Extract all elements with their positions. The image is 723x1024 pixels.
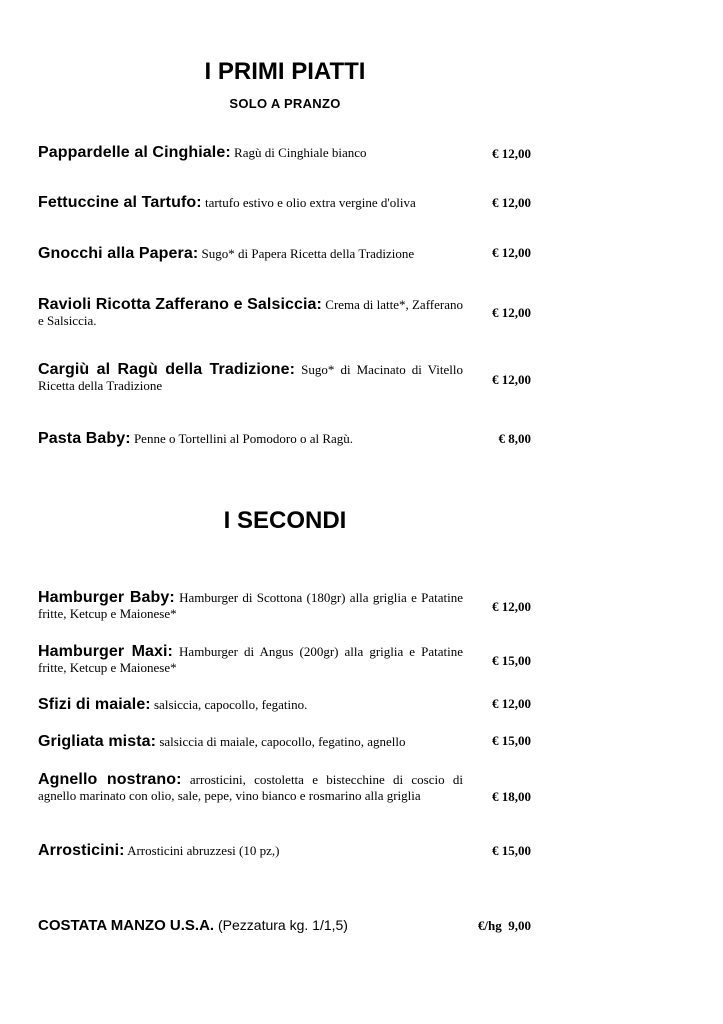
item-description: Sugo* di Macinato di Vitello Ricetta della Tradizione [38,362,464,393]
item-description: Penne o Tortellini al Pomodoro o al Ragù. [133,431,354,446]
item-description: salsiccia, capocollo, fegatino. [154,697,308,712]
item-name: Ravioli Ricotta Zafferano e Salsiccia: [38,296,322,313]
costata-item [38,917,348,934]
item-name: Gnocchi alla Papera: [38,245,199,262]
menu-item [38,843,463,859]
item-name: Cargiù al Ragù della Tradizione: [38,361,296,378]
item-name: Hamburger Baby: [38,589,175,606]
item-description: Hamburger di Angus (200gr) alla griglia e Patatine fritte, Ketcup e Maionese* [38,644,463,675]
item-name: Agnello nostrano: [38,771,182,788]
primi-title: I PRIMI PIATTI [204,58,366,85]
item-price: € 15,00 [492,653,531,668]
menu-item [38,145,463,161]
item-price: € 12,00 [492,599,531,614]
item-description: salsiccia di maiale, capocollo, fegatino, agnello [159,734,406,749]
menu-item [38,590,463,622]
item-name: Arrosticini: [38,842,125,859]
item-price: € 12,00 [492,372,531,387]
costata-name: COSTATA MANZO U.S.A. [38,917,215,934]
item-price: € 12,00 [492,146,531,161]
item-price: € 15,00 [492,843,531,858]
menu-item [38,362,463,394]
item-name: Hamburger Maxi: [38,643,173,660]
menu-item [38,644,463,676]
menu-item [38,246,463,262]
item-price: € 15,00 [492,733,531,748]
item-price: € 12,00 [492,245,531,260]
menu-item [38,297,463,329]
item-price: € 12,00 [492,195,531,210]
primi-subtitle: SOLO A PRANZO [229,96,341,111]
menu-item [38,195,463,211]
item-description: Ragù di Cinghiale bianco [234,145,367,160]
menu-item [38,734,463,750]
item-price: € 8,00 [498,431,531,446]
item-description: arrosticini, costoletta e bistecchine di coscio di agnello marinato con olio, sale, pepe, vino bianco e rosmarino alla griglia [38,772,463,803]
menu-item [38,772,463,804]
item-description: Sugo* di Papera Ricetta della Tradizione [201,246,415,261]
costata-price: €/hg 9,00 [477,918,531,933]
menu-item [38,697,463,713]
item-name: Pasta Baby: [38,430,131,447]
item-name: Grigliata mista: [38,733,157,750]
item-description: Arrosticini abruzzesi (10 pz,) [127,843,280,858]
item-name: Pappardelle al Cinghiale: [38,144,231,161]
item-description: Crema di latte*, Zafferano e Salsiccia. [38,297,463,328]
item-name: Fettuccine al Tartufo: [38,194,202,211]
item-price: € 12,00 [492,305,531,320]
secondi-title: I SECONDI [223,507,347,534]
item-name: Sfizi di maiale: [38,696,151,713]
item-description: Hamburger di Scottona (180gr) alla griglia e Patatine fritte, Ketcup e Maionese* [38,590,464,621]
item-price: € 18,00 [492,789,531,804]
item-description: tartufo estivo e olio extra vergine d'oliva [204,195,416,210]
menu-item [38,431,463,447]
item-price: € 12,00 [492,696,531,711]
costata-description: (Pezzatura kg. 1/1,5) [218,917,348,933]
